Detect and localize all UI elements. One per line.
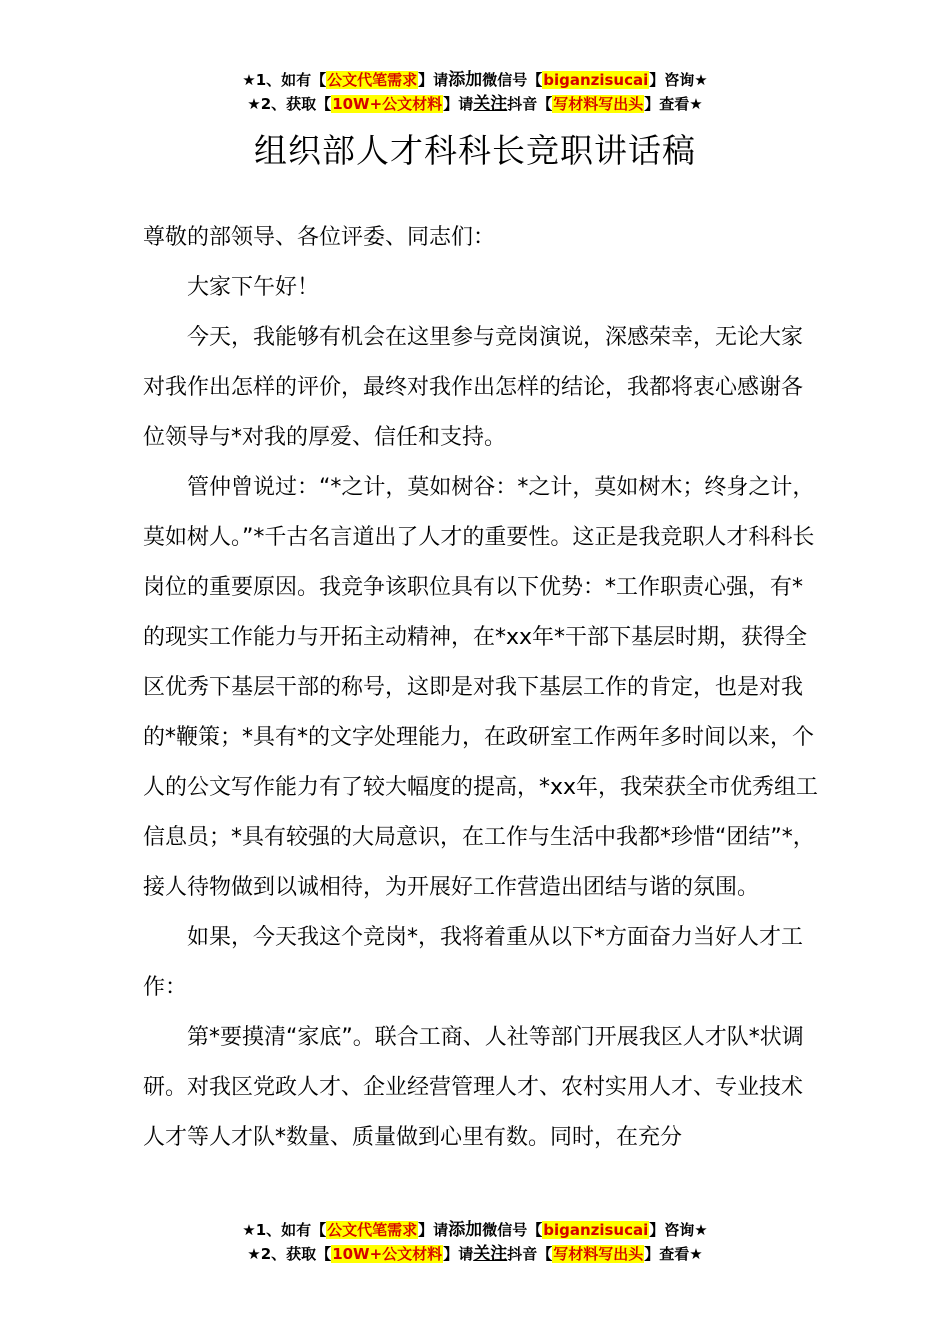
document-body — [143, 213, 823, 1163]
paragraph: 管仲曾说过：“*之计，莫如树谷：*之计，莫如树木；终身之计，莫如树人。”*千古名言道出了人才的重要性。这正是我竞职人才科科长岗位的重要原因。我竞争该职位具有以下优势：*工作职责心强，有*的现实工作能力与开拓主动精神，在*xx年*干部下基层时期，获得全区优秀下基层干部的称号，这即是对我下基层工作的肯定，也是对我的*鞭策；*具有*的文字处理能力，在政研室工作两年多时间以来，个人的公文写作能力有了较大幅度的提高，*xx年，我荣获全市优秀组工信息员；*具有较强的大局意识，在工作与生活中我都*珍惜“团结”*，接人待物做到以诚相待，为开展好工作营造出团结与谐的氛围。 — [143, 475, 819, 900]
paragraph: 如果，今天我这个竞岗*，我将着重从以下*方面奋力当好人才工作： — [143, 925, 804, 1000]
banner-line-1: ★1、如有【公文代笔需求】请添加微信号【biganzisucai】咨询★ — [242, 70, 708, 90]
paragraph: 第*要摸清“家底”。联合工商、人社等部门开展我区人才队*状调研。对我区党政人才、企业经营管理人才、农村实用人才、专业技术人才等人才队*数量、质量做到心里有数。同时，在充分 — [143, 1025, 804, 1150]
highlight-wechat-id: biganzisucai — [543, 71, 649, 89]
highlight-service: 公文代笔需求 — [327, 71, 418, 89]
highlight-service: 公文代笔需求 — [327, 1221, 418, 1239]
header-banner — [0, 68, 950, 116]
banner-line-1: ★1、如有【公文代笔需求】请添加微信号【biganzisucai】咨询★ — [242, 1220, 708, 1240]
document-title: 组织部人才科科长竞职讲话稿 — [254, 131, 696, 170]
banner-line-2: ★2、获取【10W+公文材料】请关注抖音【写材料写出头】查看★ — [247, 94, 703, 114]
highlight-wechat-id: biganzisucai — [543, 1221, 649, 1239]
highlight-douyin-account: 写材料写出头 — [553, 1245, 644, 1263]
highlight-materials: 10W+公文材料 — [332, 1245, 443, 1263]
paragraph: 今天，我能够有机会在这里参与竞岗演说，深感荣幸，无论大家对我作出怎样的评价，最终对我作出怎样的结论，我都将衷心感谢各位领导与*对我的厚爱、信任和支持。 — [143, 325, 804, 450]
footer-banner — [0, 1218, 950, 1266]
paragraph: 大家下午好！ — [187, 275, 320, 300]
salutation: 尊敬的部领导、各位评委、同志们： — [143, 225, 496, 250]
highlight-materials: 10W+公文材料 — [332, 95, 443, 113]
banner-line-2: ★2、获取【10W+公文材料】请关注抖音【写材料写出头】查看★ — [247, 1244, 703, 1264]
highlight-douyin-account: 写材料写出头 — [553, 95, 644, 113]
